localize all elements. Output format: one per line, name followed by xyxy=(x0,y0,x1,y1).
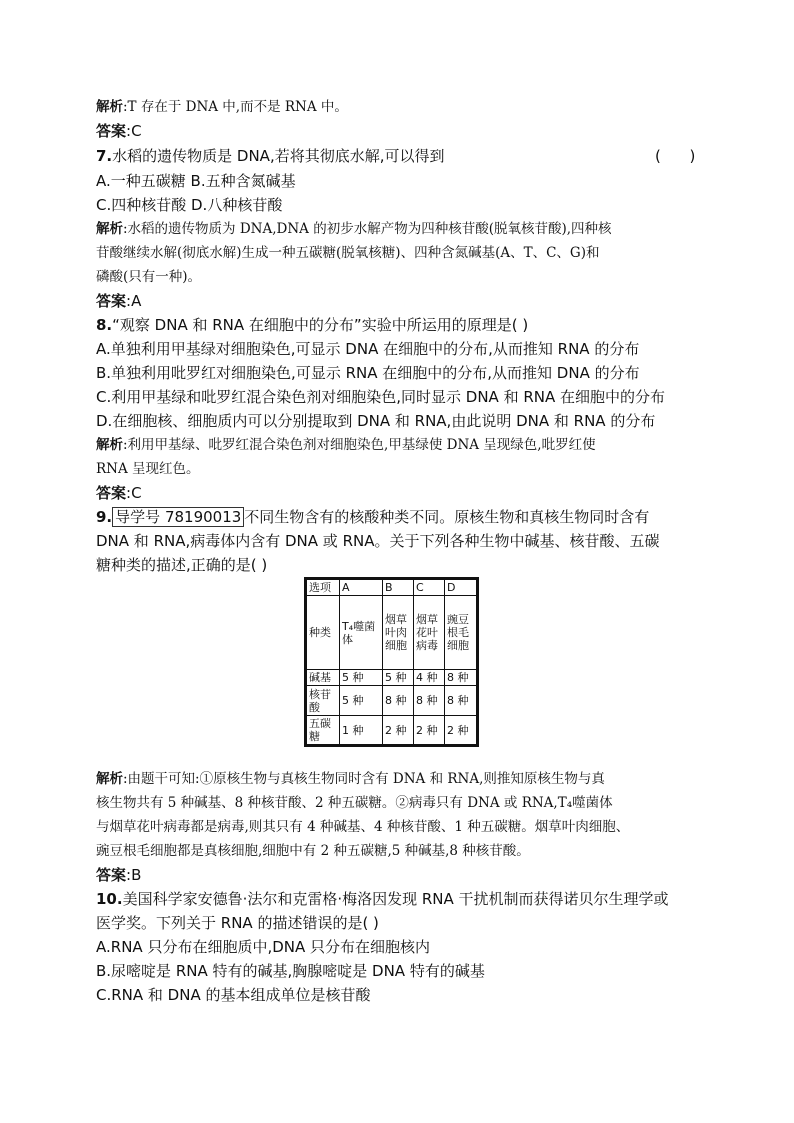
table-cell: 种类 xyxy=(306,596,340,670)
question-stem: “观察 DNA 和 RNA 在细胞中的分布”实验中所运用的原理是( ) xyxy=(112,316,529,334)
table-row xyxy=(306,716,478,746)
table-cell: D xyxy=(445,579,478,596)
q9-answer xyxy=(96,865,141,885)
q6-analysis xyxy=(96,97,348,117)
q7-options-cd: C.四种核苷酸 D.八种核苷酸 xyxy=(96,196,283,214)
q7-analysis-line2: 苷酸继续水解(彻底水解)生成一种五碳糖(脱氧核糖)、四种含氮碱基(A、T、C、G)和 xyxy=(96,245,600,261)
answer-label: 答案 xyxy=(96,484,127,502)
q7-analysis-line3: 磷酸(只有一种)。 xyxy=(96,269,202,285)
q7-stem xyxy=(96,146,444,166)
table-cell: 碱基 xyxy=(306,670,340,686)
question-stem: 美国科学家安德鲁·法尔和克雷格·梅洛因发现 RNA 干扰机制而获得诺贝尔生理学或 xyxy=(122,890,669,908)
table-cell: 2 种 xyxy=(445,716,478,746)
q9-stem-line1 xyxy=(96,507,649,527)
table-cell: 5 种 xyxy=(340,686,383,716)
table-cell: 烟草花叶病毒 xyxy=(414,596,445,670)
q8-analysis-line1 xyxy=(96,435,596,455)
answer-label: 答案 xyxy=(96,122,127,140)
q8-answer xyxy=(96,483,142,503)
table-cell: 8 种 xyxy=(414,686,445,716)
q10-option-a: A.RNA 只分布在细胞质中,DNA 只分布在细胞核内 xyxy=(96,938,431,956)
answer-label: 答案 xyxy=(96,866,127,884)
q7-analysis-line1 xyxy=(96,219,612,239)
q10-stem-line1 xyxy=(96,889,669,909)
q10-stem-line2: 医学奖。下列关于 RNA 的描述错误的是( ) xyxy=(96,914,379,932)
table-cell: 2 种 xyxy=(383,716,414,746)
table-cell: 2 种 xyxy=(414,716,445,746)
analysis-label: 解析 xyxy=(96,437,123,453)
q9-stem-line2: DNA 和 RNA,病毒体内含有 DNA 或 RNA。关于下列各种生物中碱基、核苷酸、五碳 xyxy=(96,532,660,550)
table-cell: 豌豆根毛细胞 xyxy=(445,596,478,670)
answer-label: 答案 xyxy=(96,292,127,310)
analysis-text: :T 存在于 DNA 中,而不是 RNA 中。 xyxy=(123,99,348,115)
q9-analysis-line2: 核生物共有 5 种碱基、8 种核苷酸、2 种五碳糖。②病毒只有 DNA 或 RNA,T₄噬菌体 xyxy=(96,795,613,811)
answer-text: :C xyxy=(126,484,142,502)
q9-analysis-line1 xyxy=(96,769,605,789)
q6-answer xyxy=(96,121,142,141)
table-header-row xyxy=(306,579,478,596)
study-code-number: 78190013 xyxy=(164,508,242,526)
q8-stem xyxy=(96,315,528,335)
q10-option-c: C.RNA 和 DNA 的基本组成单位是核苷酸 xyxy=(96,986,371,1004)
question-stem: 不同生物含有的核酸种类不同。原核生物和真核生物同时含有 xyxy=(244,508,650,526)
q7-options-ab: A.一种五碳糖 B.五种含氮碱基 xyxy=(96,172,296,190)
analysis-text: :由题干可知:①原核生物与真核生物同时含有 DNA 和 RNA,则推知原核生物与真 xyxy=(123,771,605,787)
question-stem: 水稻的遗传物质是 DNA,若将其彻底水解,可以得到 xyxy=(112,147,445,165)
q8-option-a: A.单独利用甲基绿对细胞染色,可显示 DNA 在细胞中的分布,从而推知 RNA 的分布 xyxy=(96,340,640,358)
study-code-tag[interactable] xyxy=(112,507,244,527)
table-cell: T₄噬菌体 xyxy=(340,596,383,670)
table-row xyxy=(306,596,478,670)
q8-option-c: C.利用甲基绿和吡罗红混合染色剂对细胞染色,同时显示 DNA 和 RNA 在细胞中的分布 xyxy=(96,388,666,406)
study-code-label: 导学号 xyxy=(115,508,161,526)
question-number: 9. xyxy=(96,508,113,526)
table-cell: 1 种 xyxy=(340,716,383,746)
q8-option-d: D.在细胞核、细胞质内可以分别提取到 DNA 和 RNA,由此说明 DNA 和 RNA 的分布 xyxy=(96,412,656,430)
table-cell: C xyxy=(414,579,445,596)
question-number: 7. xyxy=(96,147,113,165)
table-cell: 8 种 xyxy=(383,686,414,716)
analysis-label: 解析 xyxy=(96,221,123,237)
analysis-text: :水稻的遗传物质为 DNA,DNA 的初步水解产物为四种核苷酸(脱氧核苷酸),四种核 xyxy=(123,221,612,237)
table-cell: 8 种 xyxy=(445,670,478,686)
q10-option-b: B.尿嘧啶是 RNA 特有的碱基,胸腺嘧啶是 DNA 特有的碱基 xyxy=(96,962,485,980)
q9-analysis-line3: 与烟草花叶病毒都是病毒,则其只有 4 种碱基、4 种核苷酸、1 种五碳糖。烟草叶肉细胞、 xyxy=(96,819,630,835)
answer-text: :A xyxy=(126,292,142,310)
table-row xyxy=(306,686,478,716)
answer-text: :B xyxy=(126,866,142,884)
table-cell: A xyxy=(340,579,383,596)
table-row xyxy=(306,670,478,686)
analysis-label: 解析 xyxy=(96,771,123,787)
analysis-label: 解析 xyxy=(96,99,123,115)
q7-answer-parens: ( ) xyxy=(655,147,696,165)
q8-analysis-line2: RNA 呈现红色。 xyxy=(96,461,200,477)
q7-answer xyxy=(96,291,141,311)
analysis-text: :利用甲基绿、吡罗红混合染色剂对细胞染色,甲基绿使 DNA 呈现绿色,吡罗红使 xyxy=(123,437,596,453)
options-table xyxy=(304,577,479,747)
answer-text: :C xyxy=(126,122,142,140)
table-cell: B xyxy=(383,579,414,596)
table-cell: 5 种 xyxy=(340,670,383,686)
q9-analysis-line4: 豌豆根毛细胞都是真核细胞,细胞中有 2 种五碳糖,5 种碱基,8 种核苷酸。 xyxy=(96,843,530,859)
table-cell: 烟草叶肉细胞 xyxy=(383,596,414,670)
table-cell: 核苷酸 xyxy=(306,686,340,716)
table-cell: 选项 xyxy=(306,579,340,596)
table-cell: 8 种 xyxy=(445,686,478,716)
table-cell: 4 种 xyxy=(414,670,445,686)
q8-option-b: B.单独利用吡罗红对细胞染色,可显示 RNA 在细胞中的分布,从而推知 DNA 的分布 xyxy=(96,364,640,382)
question-number: 10. xyxy=(96,890,123,908)
q9-stem-line3: 糖种类的描述,正确的是( ) xyxy=(96,556,268,574)
question-number: 8. xyxy=(96,316,113,334)
table-cell: 五碳糖 xyxy=(306,716,340,746)
table-cell: 5 种 xyxy=(383,670,414,686)
